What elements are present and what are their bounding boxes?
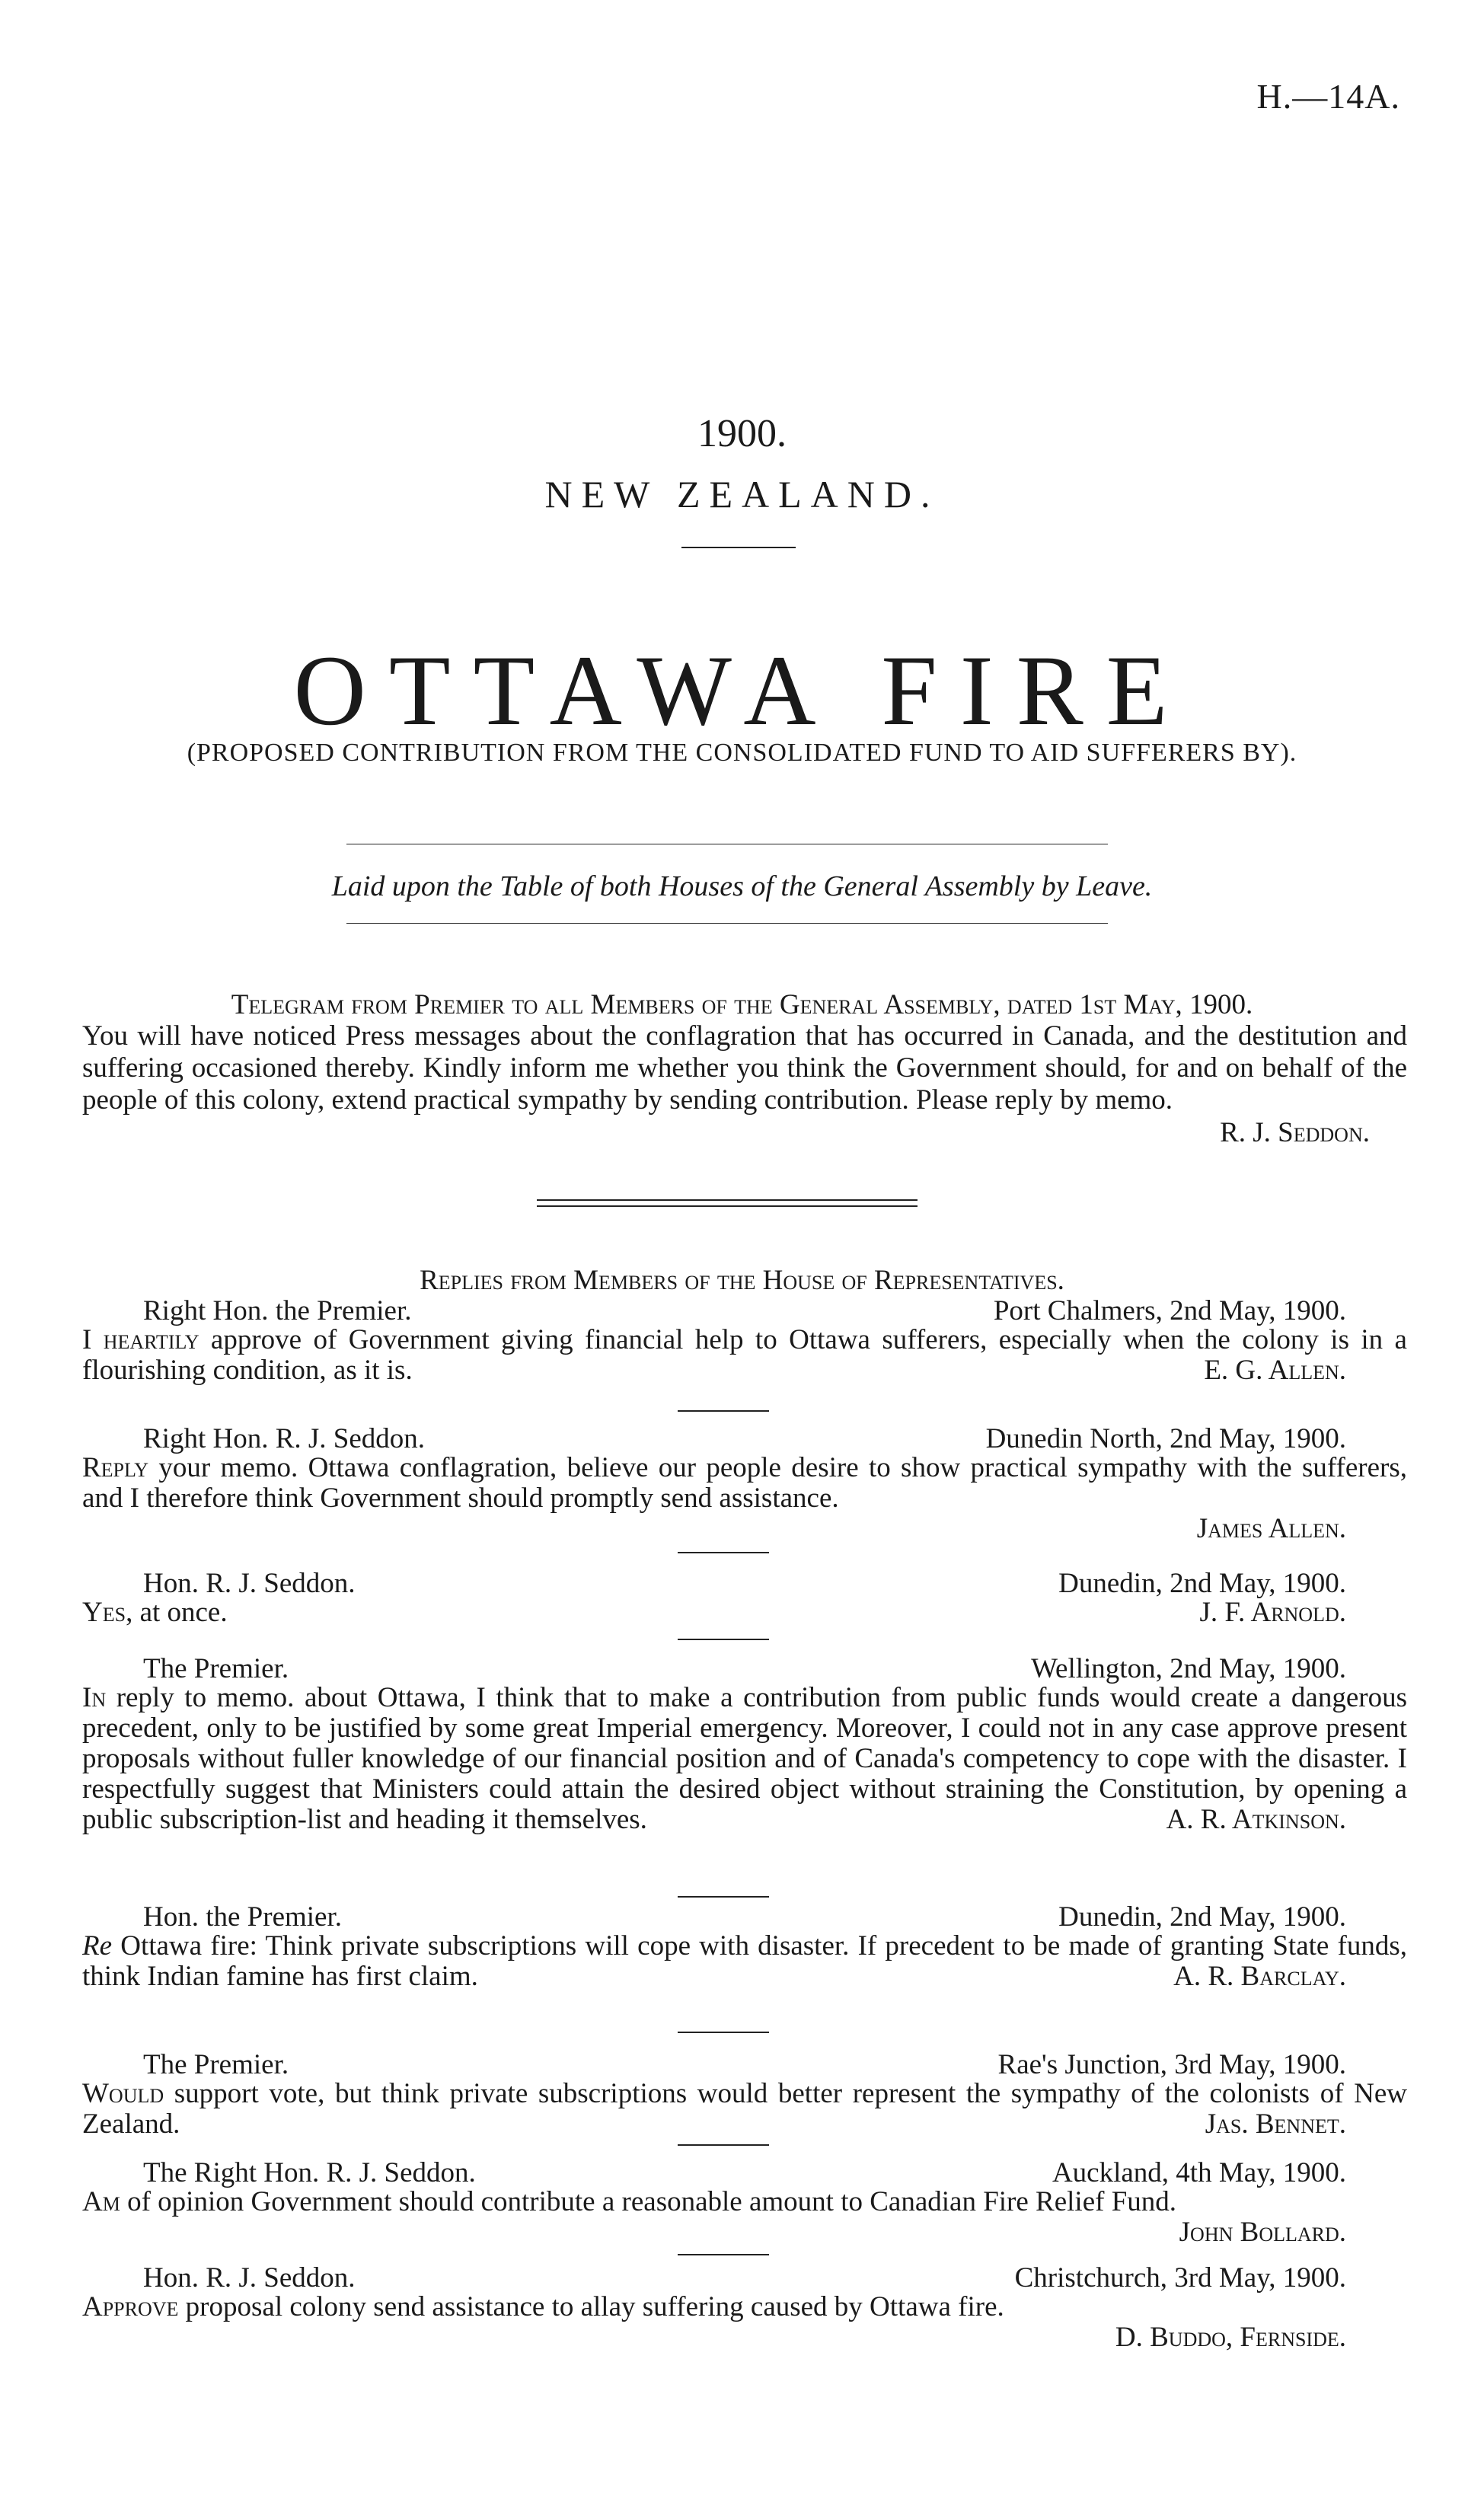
reply-place-date: Christchurch, 3rd May, 1900.: [1014, 2262, 1346, 2294]
divider: [681, 547, 796, 548]
reply-place-date: Rae's Junction, 3rd May, 1900.: [997, 2049, 1346, 2080]
reply-text: [82, 1453, 1407, 1514]
document-subtitle: (PROPOSED CONTRIBUTION FROM THE CONSOLIDATED FUND TO AID SUFFERERS BY).: [187, 739, 1297, 767]
reply-signature: D. Buddo, Fernside.: [1115, 2322, 1346, 2353]
reply-signature: A. R. Barclay.: [1173, 1961, 1346, 1992]
document-title: OTTAWA FIRE: [293, 634, 1191, 746]
telegram-body: [82, 1020, 1407, 1116]
reply-addressee: Hon. R. J. Seddon.: [143, 1568, 356, 1599]
reply-signature: Jas. Bennet.: [1205, 2108, 1346, 2140]
reply-lead-word: Re: [82, 1930, 113, 1962]
reply-addressee: The Premier.: [143, 2049, 289, 2080]
reply-header: [82, 1422, 1346, 1454]
reply-addressee: The Right Hon. R. J. Seddon.: [143, 2157, 476, 2188]
reply-body: [82, 2292, 1407, 2353]
reply-addressee: Right Hon. R. J. Seddon.: [143, 1423, 426, 1454]
reply-lead-word: I heartily: [82, 1324, 199, 1355]
reply-lead-word: In: [82, 1682, 107, 1713]
reply-body: [82, 1683, 1407, 1835]
reply-divider: [678, 2254, 769, 2255]
reply-header: [82, 2262, 1346, 2294]
reply-body: [82, 2079, 1407, 2140]
reply-text-rest: your memo. Ottawa conflagration, believe our people desire to show practical sympathy with the sufferers, and I therefore think Government should promptly send assistance.: [82, 1452, 1407, 1514]
reply-divider: [678, 1552, 769, 1553]
reply-header: [82, 1567, 1346, 1599]
reply-addressee: Right Hon. the Premier.: [143, 1295, 412, 1326]
reply-addressee: Hon. the Premier.: [143, 1901, 343, 1933]
reply-signature: E. G. Allen.: [1204, 1355, 1346, 1386]
reply-text-rest: Ottawa fire: Think private subscriptions will cope with disaster. If precedent to be made of granting State funds, think Indian famine has first claim.: [82, 1930, 1407, 1992]
reply-text-rest: proposal colony send assistance to allay suffering caused by Ottawa fire.: [178, 2291, 1004, 2322]
reply-lead-word: Yes: [82, 1597, 126, 1628]
reply-header: [82, 2048, 1346, 2080]
laid-notice: Laid upon the Table of both Houses of the General Assembly by Leave.: [331, 870, 1153, 902]
reply-body: [82, 1325, 1407, 1386]
reply-divider: [678, 2144, 769, 2146]
reply-place-date: Dunedin, 2nd May, 1900.: [1058, 1901, 1346, 1933]
reply-divider: [678, 1410, 769, 1412]
replies-heading: Replies from Members of the House of Representatives.: [420, 1265, 1064, 1296]
reply-text-rest: of opinion Government should contribute a reasonable amount to Canadian Fire Relief Fund.: [120, 2186, 1177, 2217]
reply-header: [82, 1901, 1346, 1933]
reply-header: [82, 1294, 1346, 1326]
reply-divider: [678, 1896, 769, 1898]
reply-place-date: Port Chalmers, 2nd May, 1900.: [993, 1295, 1346, 1326]
page-reference: H.—14A.: [1256, 77, 1400, 116]
reply-signature: A. R. Atkinson.: [1166, 1804, 1346, 1835]
reply-body: [82, 2187, 1407, 2248]
reply-place-date: Wellington, 2nd May, 1900.: [1031, 1653, 1346, 1684]
reply-divider: [678, 1639, 769, 1640]
reply-signature: J. F. Arnold.: [1199, 1597, 1346, 1628]
reply-body: [82, 1453, 1407, 1544]
reply-text-rest: reply to memo. about Ottawa, I think that to make a contribution from public funds would create a dangerous precedent, only to be justified by some great Imperial emergency. Moreover, I could not in any case approve present proposals without fuller knowledge of our financial position and of Canada's competency to cope with the disaster. I respectfully suggest that Ministers could attain the desired object without straining the Constitution, by opening a public subscription-list and heading it themselves.: [82, 1682, 1407, 1835]
telegram-text: You will have noticed Press messages about the conflagration that has occurred in Canada, and the destitution and suffering occasioned thereby. Kindly inform me whether you think the Government should, for and on behalf of the people of this colony, extend practical sympathy by sending contribution. Please reply by memo.: [82, 1020, 1407, 1116]
reply-text-rest: , at once.: [126, 1597, 228, 1628]
reply-header: [82, 2156, 1346, 2188]
reply-lead-word: Reply: [82, 1452, 149, 1483]
reply-body: [82, 1598, 1407, 1628]
reply-header: [82, 1652, 1346, 1684]
reply-place-date: Auckland, 4th May, 1900.: [1052, 2157, 1346, 2188]
reply-divider: [678, 2032, 769, 2033]
reply-text-rest: approve of Government giving financial help to Ottawa sufferers, especially when the colony is in a flourishing condition, as it is.: [82, 1324, 1407, 1386]
reply-text-rest: support vote, but think private subscriptions would better represent the sympathy of the colonists of New Zealand.: [82, 2078, 1407, 2140]
reply-place-date: Dunedin North, 2nd May, 1900.: [985, 1423, 1346, 1454]
reply-lead-word: Approve: [82, 2291, 179, 2322]
reply-signature: John Bollard.: [1179, 2217, 1346, 2248]
double-divider: [537, 1199, 918, 1207]
divider: [346, 923, 1108, 924]
year: 1900.: [697, 412, 787, 455]
reply-place-date: Dunedin, 2nd May, 1900.: [1058, 1568, 1346, 1599]
reply-lead-word: Am: [82, 2186, 120, 2217]
reply-addressee: Hon. R. J. Seddon.: [143, 2262, 356, 2294]
reply-text: [82, 2292, 1407, 2322]
reply-signature: James Allen.: [1196, 1513, 1346, 1544]
reply-addressee: The Premier.: [143, 1653, 289, 1684]
reply-lead-word: Would: [82, 2078, 164, 2109]
reply-text: [82, 2187, 1407, 2217]
telegram-signature: R. J. Seddon.: [1220, 1117, 1370, 1148]
telegram-heading: Telegram from Premier to all Members of the General Assembly, dated 1st May, 1900.: [231, 989, 1253, 1020]
reply-body: [82, 1931, 1407, 1992]
country: NEW ZEALAND.: [544, 473, 940, 516]
